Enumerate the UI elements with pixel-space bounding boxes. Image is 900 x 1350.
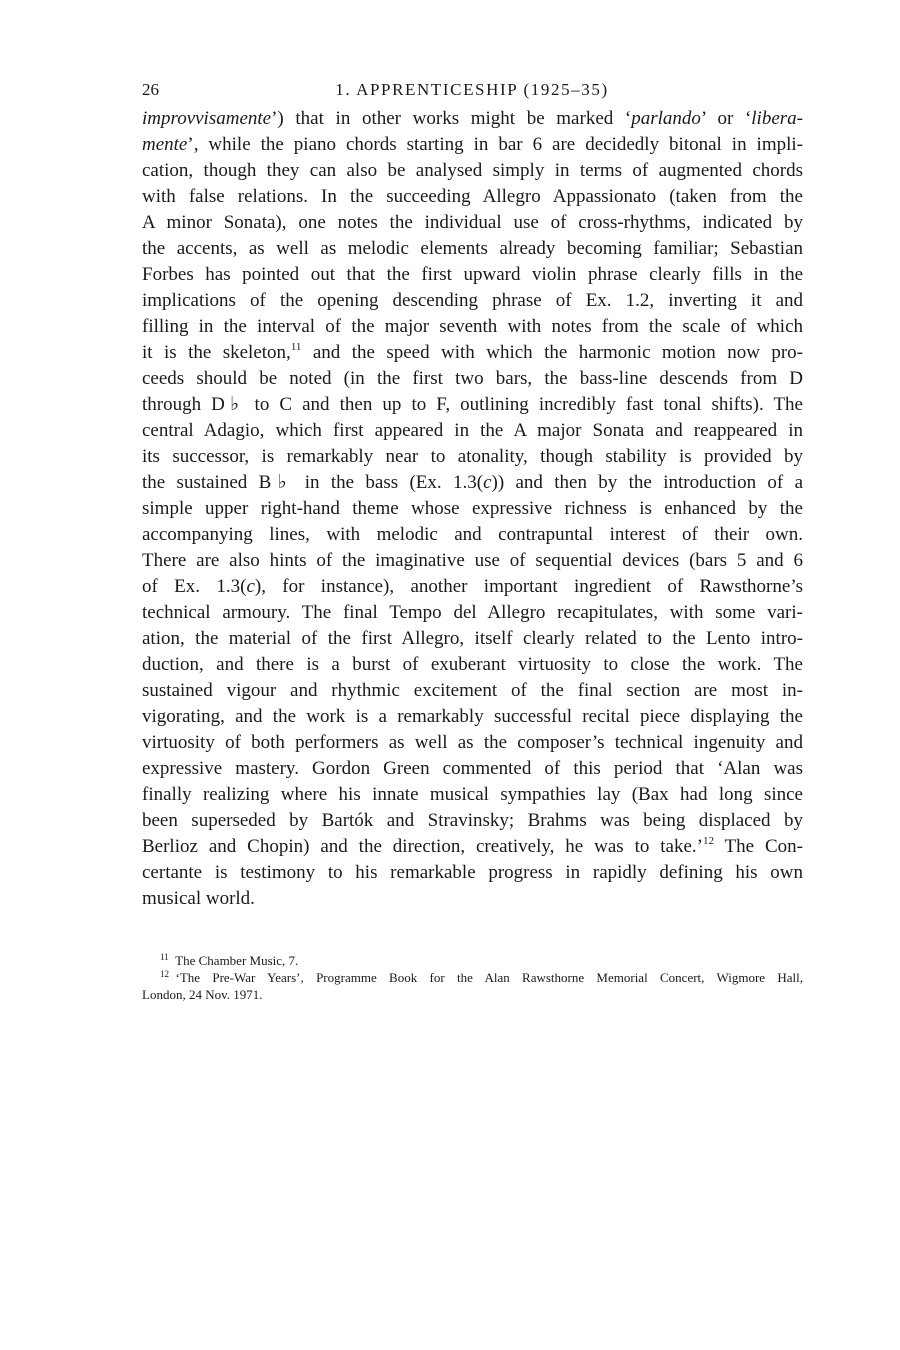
text-line bbox=[142, 288, 803, 314]
text-line bbox=[142, 418, 803, 444]
text-line bbox=[142, 262, 803, 288]
text-run: simple upper right-hand theme whose expressive richness is enhanced by the bbox=[142, 498, 803, 519]
text-line bbox=[142, 704, 803, 730]
text-line bbox=[142, 860, 803, 886]
text-run: its successor, is remarkably near to atonality, though stability is provided by bbox=[142, 446, 803, 467]
text-line bbox=[142, 548, 803, 574]
text-run: the accents, as well as melodic elements already becoming familiar; Sebastian bbox=[142, 238, 803, 259]
text-line bbox=[142, 730, 803, 756]
text-run: sustained vigour and rhythmic excitement of the final section are most in- bbox=[142, 680, 803, 701]
text-run: ceeds should be noted (in the first two bars, the bass-line descends from D bbox=[142, 368, 803, 389]
text-run: ation, the material of the first Allegro, itself clearly related to the Lento intro- bbox=[142, 628, 803, 649]
text-run: of Ex. 1.3( bbox=[142, 576, 247, 597]
text-run: ), for instance), another important ingredient of Rawsthorne’s bbox=[254, 576, 803, 597]
text-line bbox=[142, 470, 803, 496]
text-line bbox=[142, 834, 803, 860]
running-head: 1. APPRENTICESHIP (1925–35) bbox=[335, 80, 609, 99]
text-run: implications of the opening descending phrase of Ex. 1.2, inverting it and bbox=[142, 290, 803, 311]
text-run: The Con- bbox=[713, 836, 803, 857]
footnote-text: The Chamber Music, 7. bbox=[175, 953, 299, 968]
text-line bbox=[142, 756, 803, 782]
footnote-text: London, 24 Nov. 1971. bbox=[142, 987, 263, 1002]
text-run: ’) that in other works might be marked ‘ bbox=[271, 108, 632, 129]
text-line bbox=[142, 808, 803, 834]
italic-text: mente bbox=[142, 134, 188, 155]
text-line bbox=[142, 678, 803, 704]
text-run: There are also hints of the imaginative use of sequential devices (bars 5 and 6 bbox=[142, 550, 803, 571]
text-run: through D♭ to C and then up to F, outlining incredibly fast tonal shifts). The bbox=[142, 394, 803, 415]
text-line bbox=[142, 210, 803, 236]
footnote-number: 12 bbox=[160, 969, 169, 979]
text-run: cation, though they can also be analysed simply in terms of augmented chords bbox=[142, 160, 803, 181]
text-line bbox=[142, 392, 803, 418]
text-run: ’, while the piano chords starting in bar 6 are decidedly bitonal in impli- bbox=[187, 134, 803, 155]
text-line bbox=[142, 340, 803, 366]
text-run: been superseded by Bartók and Stravinsky; Brahms was being displaced by bbox=[142, 810, 803, 831]
text-line bbox=[142, 314, 803, 340]
text-line bbox=[142, 184, 803, 210]
text-line bbox=[142, 600, 803, 626]
page-number: 26 bbox=[142, 80, 159, 99]
text-run: the sustained B♭ in the bass (Ex. 1.3( bbox=[142, 472, 484, 493]
footnote-text: ‘The Pre-War Years’, Programme Book for the Alan Rawsthorne Memorial Concert, Wigmore Hall, bbox=[175, 970, 803, 985]
italic-text: parlando bbox=[631, 108, 701, 129]
text-line bbox=[142, 522, 803, 548]
text-run: and the speed with which the harmonic motion now pro- bbox=[301, 342, 804, 363]
text-run: with false relations. In the succeeding Allegro Appassionato (taken from the bbox=[142, 186, 803, 207]
text-line bbox=[142, 496, 803, 522]
text-run: certante is testimony to his remarkable progress in rapidly defining his own bbox=[142, 862, 803, 883]
text-run: finally realizing where his innate musical sympathies lay (Bax had long since bbox=[142, 784, 803, 805]
text-line bbox=[142, 574, 803, 600]
text-line bbox=[142, 626, 803, 652]
text-line bbox=[142, 106, 803, 132]
text-run: expressive mastery. Gordon Green commented of this period that ‘Alan was bbox=[142, 758, 803, 779]
text-line bbox=[142, 132, 803, 158]
text-run: central Adagio, which first appeared in the A major Sonata and reappeared in bbox=[142, 420, 803, 441]
text-line bbox=[142, 444, 803, 470]
text-run: it is the skeleton, bbox=[142, 342, 291, 363]
text-run: technical armoury. The final Tempo del Allegro recapitulates, with some vari- bbox=[142, 602, 803, 623]
text-run: virtuosity of both performers as well as the composer’s technical ingenuity and bbox=[142, 732, 803, 753]
footnote-ref[interactable]: 12 bbox=[702, 835, 714, 847]
text-run: vigorating, and the work is a remarkably successful recital piece displaying the bbox=[142, 706, 803, 727]
text-line bbox=[142, 886, 803, 912]
footnote-ref[interactable]: 11 bbox=[290, 341, 302, 353]
footnote-line bbox=[142, 952, 803, 969]
italic-text: improvvisamente bbox=[142, 108, 272, 129]
text-run: A minor Sonata), one notes the individual use of cross-rhythms, indicated by bbox=[142, 212, 803, 233]
italic-text: c bbox=[246, 576, 255, 597]
text-run: duction, and there is a burst of exuberant virtuosity to close the work. The bbox=[142, 654, 803, 675]
text-run: Forbes has pointed out that the first upward violin phrase clearly fills in the bbox=[142, 264, 803, 285]
text-line bbox=[142, 366, 803, 392]
text-line bbox=[142, 158, 803, 184]
italic-text: libera- bbox=[751, 108, 803, 129]
footnote-line bbox=[142, 969, 803, 986]
text-run: )) and then by the introduction of a bbox=[491, 472, 803, 493]
text-line bbox=[142, 236, 803, 262]
text-run: musical world. bbox=[142, 888, 255, 909]
text-line bbox=[142, 652, 803, 678]
body-text bbox=[142, 106, 803, 912]
footnote-line bbox=[142, 986, 803, 1003]
italic-text: c bbox=[483, 472, 492, 493]
text-run: filling in the interval of the major seventh with notes from the scale of which bbox=[142, 316, 803, 337]
footnote-number: 11 bbox=[160, 952, 169, 962]
text-run: Berlioz and Chopin) and the direction, creatively, he was to take.’ bbox=[142, 836, 703, 857]
text-run: ’ or ‘ bbox=[700, 108, 752, 129]
text-run: accompanying lines, with melodic and contrapuntal interest of their own. bbox=[142, 524, 803, 545]
footnotes bbox=[142, 952, 803, 1003]
page-header bbox=[142, 80, 802, 104]
text-line bbox=[142, 782, 803, 808]
